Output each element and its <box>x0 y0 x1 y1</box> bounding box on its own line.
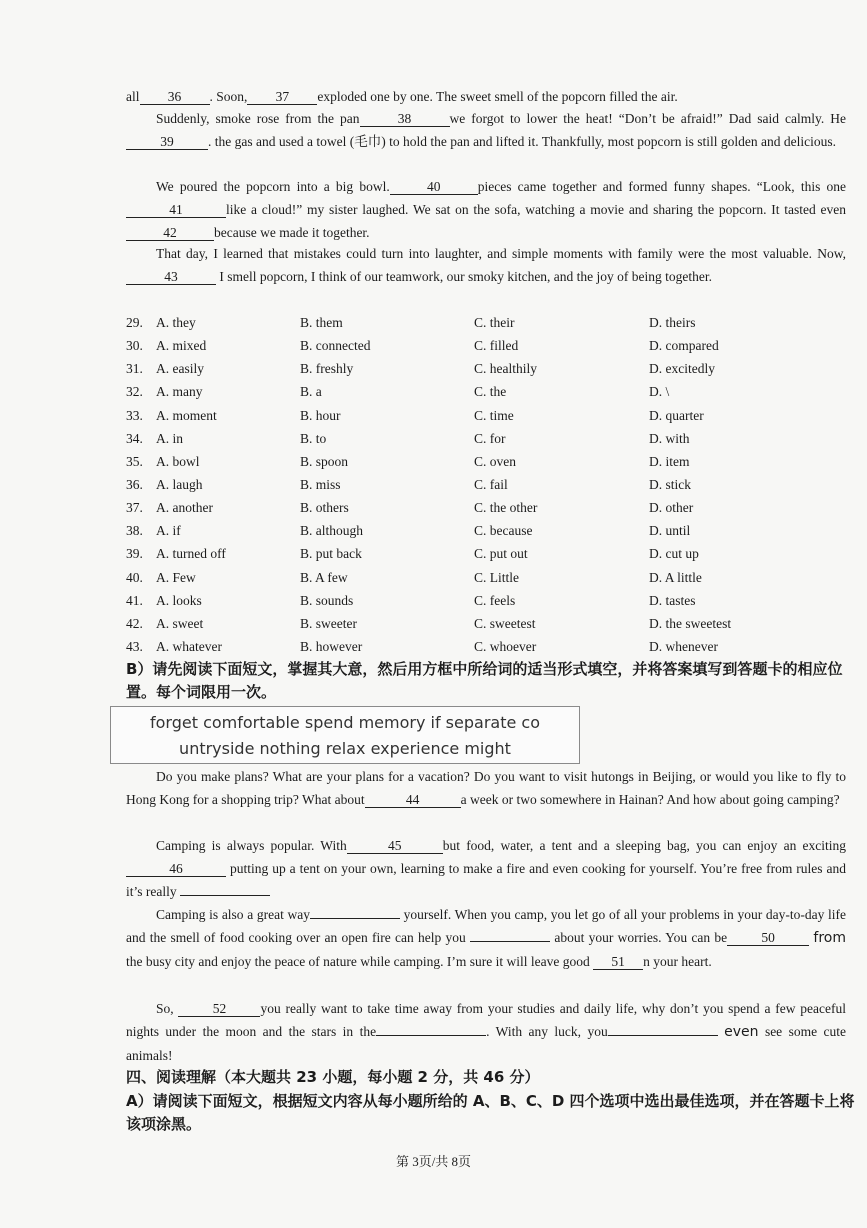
option-a: A. in <box>156 430 183 446</box>
option-b: B. although <box>300 523 363 539</box>
question-number: 36. <box>126 476 143 492</box>
option-d: D. until <box>649 523 691 539</box>
option-b: B. others <box>300 500 349 516</box>
option-c: C. filled <box>474 338 519 354</box>
option-row <box>126 473 846 496</box>
option-d: D. compared <box>649 338 719 354</box>
word-box <box>110 706 580 764</box>
option-a: A. they <box>156 315 196 330</box>
question-number: 38. <box>126 523 143 539</box>
option-d: D. other <box>649 500 694 516</box>
option-c: C. sweetest <box>474 615 536 631</box>
option-b: B. hour <box>300 407 341 423</box>
blank-46: 46 <box>126 861 226 877</box>
blank-43: 43 <box>126 269 216 285</box>
option-d: D. with <box>649 430 690 446</box>
blank-38: 38 <box>360 111 450 127</box>
blank-51: 51 <box>593 954 643 970</box>
option-row <box>126 334 846 357</box>
blank-45: 45 <box>347 838 443 854</box>
option-b: B. however <box>300 638 363 654</box>
option-row <box>126 357 846 380</box>
option-c: C. the other <box>474 500 538 516</box>
option-c: C. because <box>474 523 533 539</box>
option-b: B. spoon <box>300 453 349 469</box>
option-a: A. moment <box>156 407 217 423</box>
option-a: A. sweet <box>156 615 204 631</box>
question-number: 33. <box>126 407 143 423</box>
word-box-line-1: forget comfortable spend memory if separate co <box>150 713 540 732</box>
option-a: A. mixed <box>156 338 207 354</box>
question-number: 37. <box>126 500 143 516</box>
option-c: C. time <box>474 407 514 423</box>
option-b: B. a <box>300 384 322 400</box>
option-row <box>126 542 846 565</box>
question-number: 41. <box>126 592 143 608</box>
option-d: D. \ <box>649 384 670 400</box>
passage-a-paragraph-4: That day, I learned that mistakes could turn into laughter, and simple moments with family were the most valuable. Now, 43 I smell popcorn, I think of our teamwork, our smoky kitchen, and the joy of being together. <box>126 242 846 288</box>
option-d: D. excitedly <box>649 361 715 377</box>
option-row <box>126 635 846 658</box>
option-row <box>126 380 846 403</box>
blank-49 <box>470 941 550 942</box>
option-d: D. A little <box>649 569 702 585</box>
question-number: 42. <box>126 615 143 631</box>
option-row <box>126 612 846 635</box>
question-number: 39. <box>126 546 143 562</box>
blank-40: 40 <box>390 179 478 195</box>
option-b: B. sweeter <box>300 615 357 631</box>
option-c: C. fail <box>474 476 508 492</box>
option-b: B. freshly <box>300 361 354 377</box>
blank-53 <box>376 1035 486 1036</box>
option-c: C. oven <box>474 453 516 469</box>
option-row <box>126 519 846 542</box>
page-footer: 第 3页/共 8页 <box>395 1154 472 1169</box>
blank-52: 52 <box>178 1001 260 1017</box>
option-row <box>126 589 846 612</box>
question-number: 30. <box>126 338 143 354</box>
blank-37: 37 <box>247 89 317 105</box>
option-c: C. Little <box>474 569 519 585</box>
option-d: D. whenever <box>649 638 718 654</box>
question-number: 43. <box>126 638 143 654</box>
question-number: 40. <box>126 569 143 585</box>
option-a: A. many <box>156 384 203 400</box>
option-a: A. easily <box>156 361 204 377</box>
option-c: C. whoever <box>474 638 537 654</box>
option-a: A. laugh <box>156 476 203 492</box>
option-row <box>126 566 846 589</box>
option-d: D. cut up <box>649 546 699 562</box>
option-d: D. the sweetest <box>649 615 732 631</box>
option-b: B. sounds <box>300 592 354 608</box>
option-c: C. healthily <box>474 361 537 377</box>
blank-54 <box>608 1035 718 1036</box>
option-a: A. looks <box>156 592 202 608</box>
option-row <box>126 404 846 427</box>
blank-48 <box>310 918 400 919</box>
option-d: D. tastes <box>649 592 696 608</box>
option-b: B. miss <box>300 476 341 492</box>
blank-41: 41 <box>126 202 226 218</box>
passage-b-paragraph-4: So, 52 you really want to take time away from your studies and daily life, why don’t you spend a few peaceful nights under the moon and the stars in the . With any luck, you even see some cute animals! <box>126 1001 847 1063</box>
blank-42: 42 <box>126 225 214 241</box>
option-a: A. turned off <box>156 546 226 562</box>
blank-36: 36 <box>140 89 210 105</box>
option-row <box>126 427 846 450</box>
word-box-line-2: untryside nothing relax experience might <box>179 739 511 758</box>
option-b: B. them <box>300 315 343 330</box>
option-b: B. connected <box>300 338 371 354</box>
section-4-part-a-instructions: A）请阅读下面短文，根据短文内容从每小题所给的 A、B、C、D 四个选项中选出最佳选项，并在答题卡上将该项涂黑。 <box>126 1092 855 1133</box>
question-number: 32. <box>126 384 143 400</box>
option-d: D. theirs <box>649 315 696 330</box>
blank-44: 44 <box>365 792 461 808</box>
option-a: A. another <box>156 500 213 516</box>
option-c: C. feels <box>474 592 516 608</box>
option-row <box>126 311 846 334</box>
option-row <box>126 496 846 519</box>
section-4-title: 四、阅读理解（本大题共 23 小题，每小题 2 分，共 46 分） <box>126 1068 540 1086</box>
option-b: B. to <box>300 430 327 446</box>
question-number: 35. <box>126 453 143 469</box>
option-a: A. whatever <box>156 638 222 654</box>
option-b: B. put back <box>300 546 362 562</box>
option-d: D. item <box>649 453 690 469</box>
option-c: C. their <box>474 315 515 330</box>
question-number: 31. <box>126 361 143 377</box>
blank-39: 39 <box>126 134 208 150</box>
option-row <box>126 450 846 473</box>
part-b-instructions: B）请先阅读下面短文，掌握其大意，然后用方框中所给词的适当形式填空，并将答案填写到答题卡的相应位置。每个词限用一次。 <box>126 660 843 701</box>
blank-47 <box>180 895 270 896</box>
option-a: A. bowl <box>156 453 200 469</box>
passage-a-paragraph-2: Suddenly, smoke rose from the pan 38 we forgot to lower the heat! “Don’t be afraid!” Dad said calmly. He 39 . the gas and used a towel (毛巾) to hold the pan and lifted it. Thankfully, most popcorn is still golden and delicious. <box>126 107 846 153</box>
option-b: B. A few <box>300 569 348 585</box>
passage-a-paragraph-1: all 36 . Soon, 37 exploded one by one. The sweet smell of the popcorn filled the air. <box>126 89 678 104</box>
question-number: 34. <box>126 430 143 446</box>
option-d: D. quarter <box>649 407 704 423</box>
passage-a-paragraph-3: We poured the popcorn into a big bowl. 40 pieces came together and formed funny shapes. “Look, this one41 like a cloud!” my sister laughed. We sat on the sofa, watching a movie and sharing the popcorn. It tasted even42 because we made it together. <box>126 175 846 244</box>
answer-options <box>126 311 846 658</box>
option-d: D. stick <box>649 476 691 492</box>
option-a: A. Few <box>156 569 196 585</box>
passage-b-paragraph-1: Do you make plans? What are your plans for a vacation? Do you want to visit hutongs in Beijing, or would you like to fly to Hong Kong for a shopping trip? What about 44 a week or two somewhere in Hainan? And how about going camping? <box>126 769 846 807</box>
passage-b-paragraph-3: Camping is also a great way yourself. When you camp, you let go of all your problems in your day-to-day life and the smell of food cooking over an open fire can help you about your worries. You can be 50 from the busy city and enjoy the peace of nature while camping. I’m sure it will leave good 51 n your heart. <box>126 907 846 969</box>
question-number: 29. <box>126 315 143 330</box>
option-a: A. if <box>156 523 181 539</box>
option-c: C. put out <box>474 546 528 562</box>
option-c: C. for <box>474 430 506 446</box>
blank-50: 50 <box>727 930 809 946</box>
option-c: C. the <box>474 384 507 400</box>
passage-b-paragraph-2: Camping is always popular. With 45 but food, water, a tent and a sleeping bag, you can enjoy an exciting 46 putting up a tent on your own, learning to make a fire and even cooking for yourself. You’re free from rules and it’s really <box>126 838 847 899</box>
